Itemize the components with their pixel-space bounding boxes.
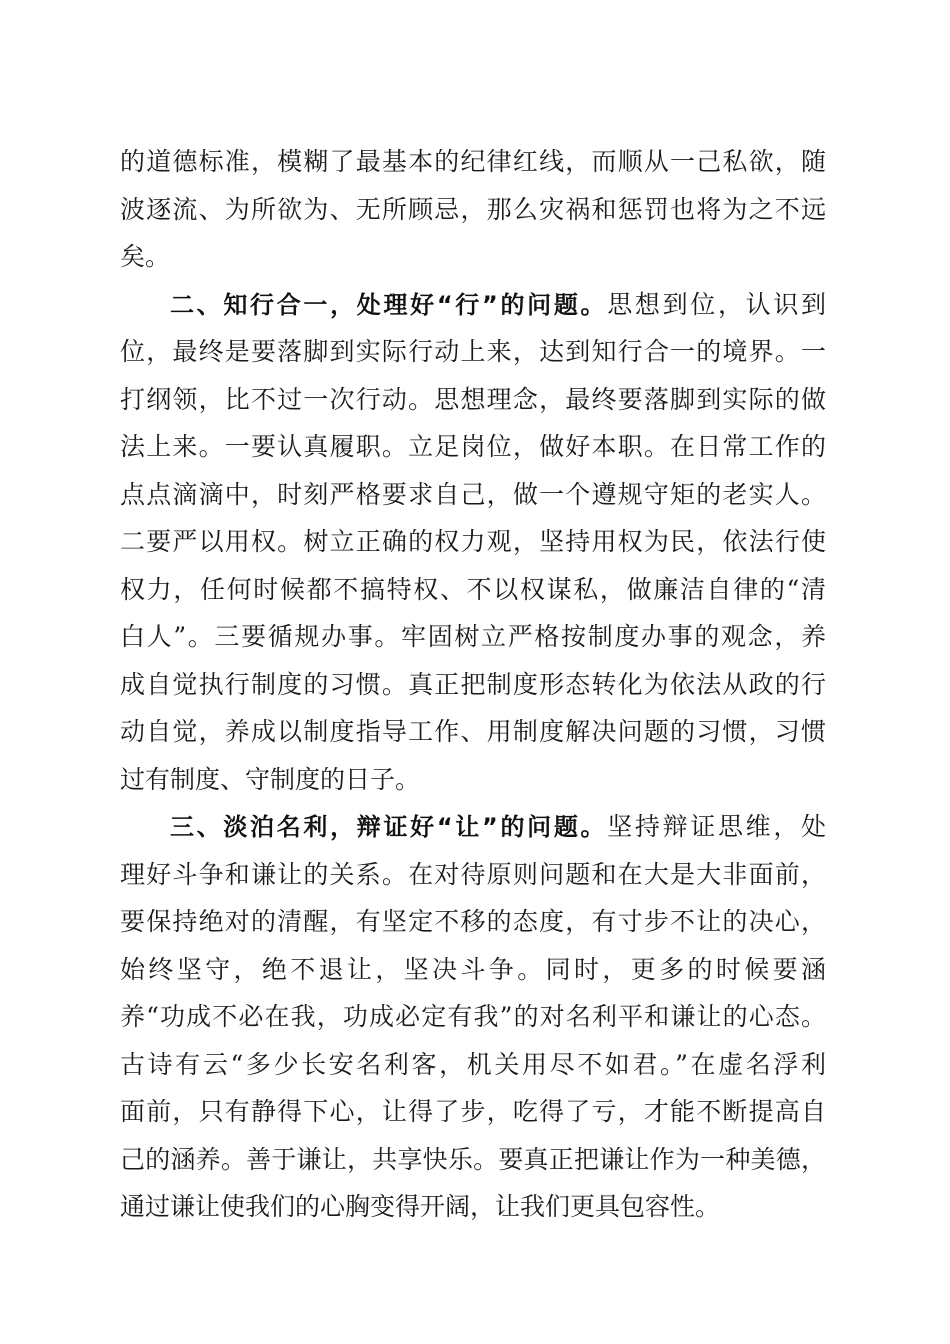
section-3-heading: 三、淡泊名利，辩证好“让”的问题。 (170, 813, 608, 841)
section-2-first-line (120, 281, 826, 329)
document-body (120, 138, 826, 1231)
text-line: 位，最终是要落脚到实际行动上来，达到知行合一的境界。一 (120, 337, 826, 366)
text-line: 动自觉，养成以制度指导工作、用制度解决问题的习惯，习惯 (120, 717, 826, 746)
section-3-first-line (120, 803, 826, 851)
text-line: 古诗有云“多少长安名利客，机关用尽不如君。”在虚名浮利 (120, 1049, 826, 1079)
text-line: 的道德标准，模糊了最基本的纪律红线，而顺从一己私欲，随 (120, 147, 826, 176)
text-line: 权力，任何时候都不搞特权、不以权谋私，做廉洁自律的“清 (120, 574, 826, 604)
text-line: 理好斗争和谦让的关系。在对待原则问题和在大是大非面前， (120, 859, 826, 889)
text-line: 养“功成不必在我，功成必定有我”的对名利平和谦让的心态。 (120, 1002, 826, 1031)
section-3-first-line-text: 坚持辩证思维，处 (607, 812, 826, 841)
section-2-first-line-text: 思想到位，认识到 (607, 289, 826, 319)
text-line: 始终坚守，绝不退让，坚决斗争。同时，更多的时候要涵 (120, 954, 826, 984)
text-line: 打纲领，比不过一次行动。思想理念，最终要落脚到实际的做 (120, 384, 826, 414)
text-line: 要保持绝对的清醒，有坚定不移的态度，有寸步不让的决心， (120, 907, 826, 936)
section-2-heading: 二、知行合一，处理好“行”的问题。 (170, 290, 608, 319)
text-line: 点点滴滴中，时刻严格要求自己，做一个遵规守矩的老实人。 (120, 479, 826, 509)
text-line: 白人”。三要循规办事。牢固树立严格按制度办事的观念，养 (120, 622, 826, 651)
text-line: 成自觉执行制度的习惯。真正把制度形态转化为依法从政的行 (120, 669, 826, 699)
text-line: 过有制度、守制度的日子。 (120, 764, 421, 794)
text-line: 二要严以用权。树立正确的权力观，坚持用权为民，依法行使 (120, 527, 826, 556)
text-line: 波逐流、为所欲为、无所顾忌，那么灾祸和惩罚也将为之不远 (120, 194, 826, 224)
text-line: 己的涵养。善于谦让，共享快乐。要真正把谦让作为一种美德， (120, 1144, 826, 1174)
text-line: 通过谦让使我们的心胸变得开阔，让我们更具包容性。 (120, 1192, 721, 1221)
text-line: 法上来。一要认真履职。立足岗位，做好本职。在日常工作的 (120, 432, 826, 461)
text-line: 矣。 (120, 242, 171, 271)
text-line: 面前，只有静得下心，让得了步，吃得了亏，才能不断提高自 (120, 1097, 826, 1126)
